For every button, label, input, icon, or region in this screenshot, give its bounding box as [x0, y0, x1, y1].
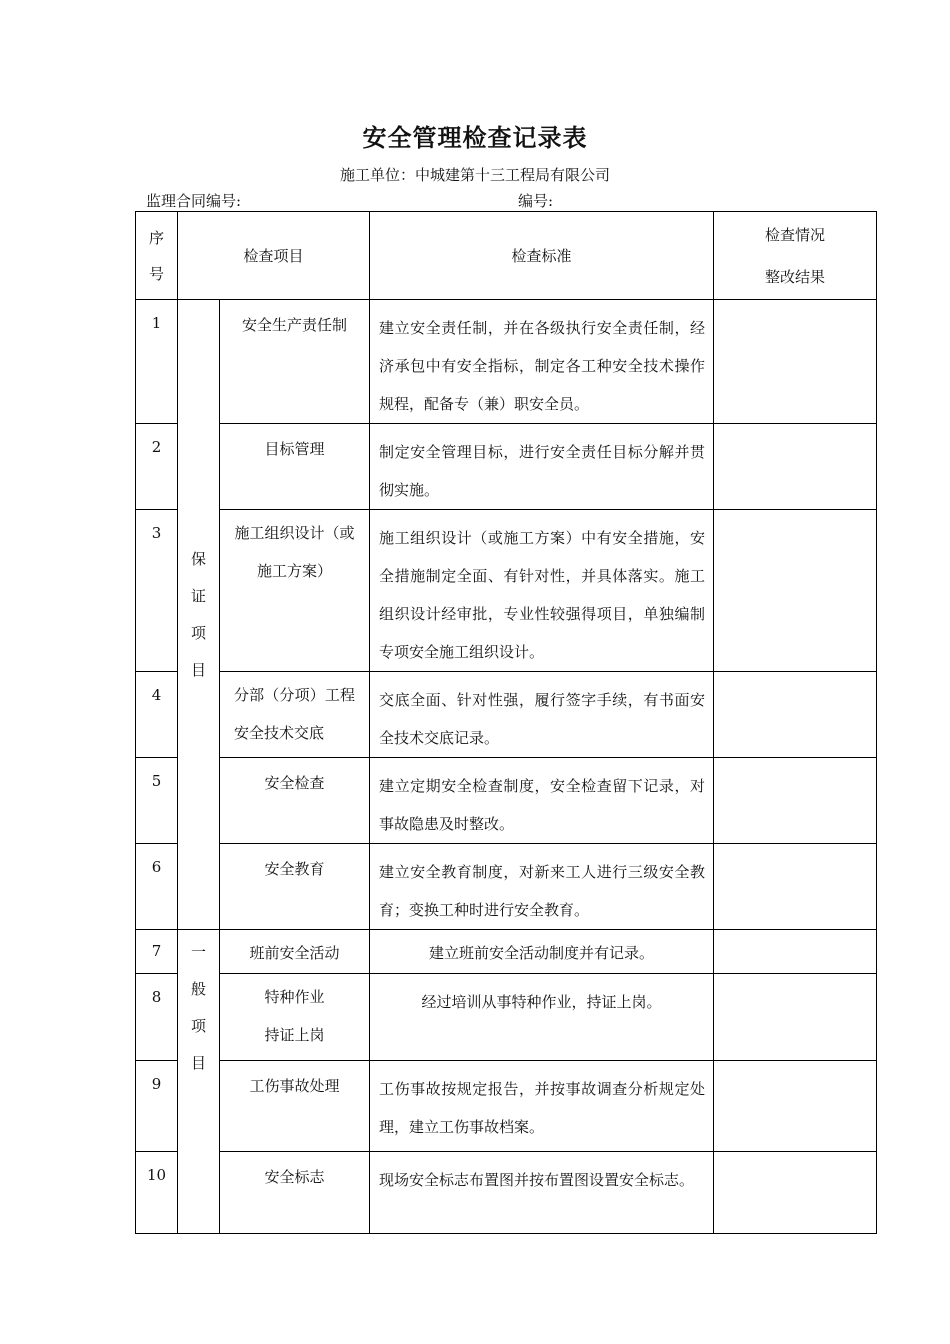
row-number: 10 [136, 1152, 178, 1234]
row-number: 4 [136, 672, 178, 758]
contract-number-label: 监理合同编号: [146, 192, 242, 210]
check-standard: 经过培训从事特种作业，持证上岗。 [370, 974, 714, 1061]
row-number: 9 [136, 1061, 178, 1152]
table-row [136, 424, 877, 510]
check-standard: 建立班前安全活动制度并有记录。 [370, 930, 714, 974]
check-result-cell[interactable] [714, 974, 877, 1061]
table-row [136, 510, 877, 672]
check-result-cell[interactable] [714, 300, 877, 424]
page-title: 安全管理检查记录表 [362, 123, 588, 152]
table-row [136, 930, 877, 974]
check-result-cell[interactable] [714, 510, 877, 672]
check-item: 工伤事故处理 [220, 1061, 370, 1152]
check-item: 安全生产责任制 [220, 300, 370, 424]
inspection-table [135, 211, 877, 1234]
table-row [136, 758, 877, 844]
table-header-row [136, 212, 877, 300]
check-item: 安全教育 [220, 844, 370, 930]
table-row [136, 974, 877, 1061]
check-result-cell[interactable] [714, 930, 877, 974]
table-row [136, 300, 877, 424]
check-standard: 建立安全教育制度，对新来工人进行三级安全教育；变换工种时进行安全教育。 [370, 844, 714, 930]
row-number: 6 [136, 844, 178, 930]
check-standard: 制定安全管理目标，进行安全责任目标分解并贯彻实施。 [370, 424, 714, 510]
check-item: 目标管理 [220, 424, 370, 510]
contractor-line: 施工单位：中城建第十三工程局有限公司 [339, 166, 610, 184]
check-result-cell[interactable] [714, 1061, 877, 1152]
check-standard: 工伤事故按规定报告，并按事故调查分析规定处理，建立工伤事故档案。 [370, 1061, 714, 1152]
header-result: 检查情况 整改结果 [714, 212, 877, 300]
check-standard: 建立定期安全检查制度，安全检查留下记录，对事故隐患及时整改。 [370, 758, 714, 844]
table-row [136, 844, 877, 930]
check-item: 施工组织设计（或施工方案） [220, 510, 370, 672]
header-item: 检查项目 [178, 212, 370, 300]
check-item: 特种作业 持证上岗 [220, 974, 370, 1061]
check-item: 班前安全活动 [220, 930, 370, 974]
check-item: 安全检查 [220, 758, 370, 844]
check-item: 分部（分项）工程安全技术交底 [220, 672, 370, 758]
table-row [136, 672, 877, 758]
check-result-cell[interactable] [714, 1152, 877, 1234]
check-result-cell[interactable] [714, 672, 877, 758]
category-guarantee-items: 保 证 项 目 [178, 300, 220, 930]
header-standard: 检查标准 [370, 212, 714, 300]
check-result-cell[interactable] [714, 758, 877, 844]
category-general-items: 一 般 项 目 [178, 930, 220, 1234]
row-number: 7 [136, 930, 178, 974]
row-number: 1 [136, 300, 178, 424]
row-number: 8 [136, 974, 178, 1061]
table-row [136, 1152, 877, 1234]
check-standard: 施工组织设计（或施工方案）中有安全措施，安全措施制定全面、有针对性，并具体落实。施工组织设计经审批，专业性较强得项目，单独编制专项安全施工组织设计。 [370, 510, 714, 672]
table-row [136, 1061, 877, 1152]
row-number: 3 [136, 510, 178, 672]
check-result-cell[interactable] [714, 424, 877, 510]
check-result-cell[interactable] [714, 844, 877, 930]
header-seq: 序 号 [136, 212, 178, 300]
row-number: 2 [136, 424, 178, 510]
record-number-label: 编号: [518, 192, 554, 210]
check-standard: 现场安全标志布置图并按布置图设置安全标志。 [370, 1152, 714, 1234]
row-number: 5 [136, 758, 178, 844]
check-standard: 交底全面、针对性强，履行签字手续，有书面安全技术交底记录。 [370, 672, 714, 758]
check-standard: 建立安全责任制，并在各级执行安全责任制，经济承包中有安全指标，制定各工种安全技术操作规程，配备专（兼）职安全员。 [370, 300, 714, 424]
check-item: 安全标志 [220, 1152, 370, 1234]
